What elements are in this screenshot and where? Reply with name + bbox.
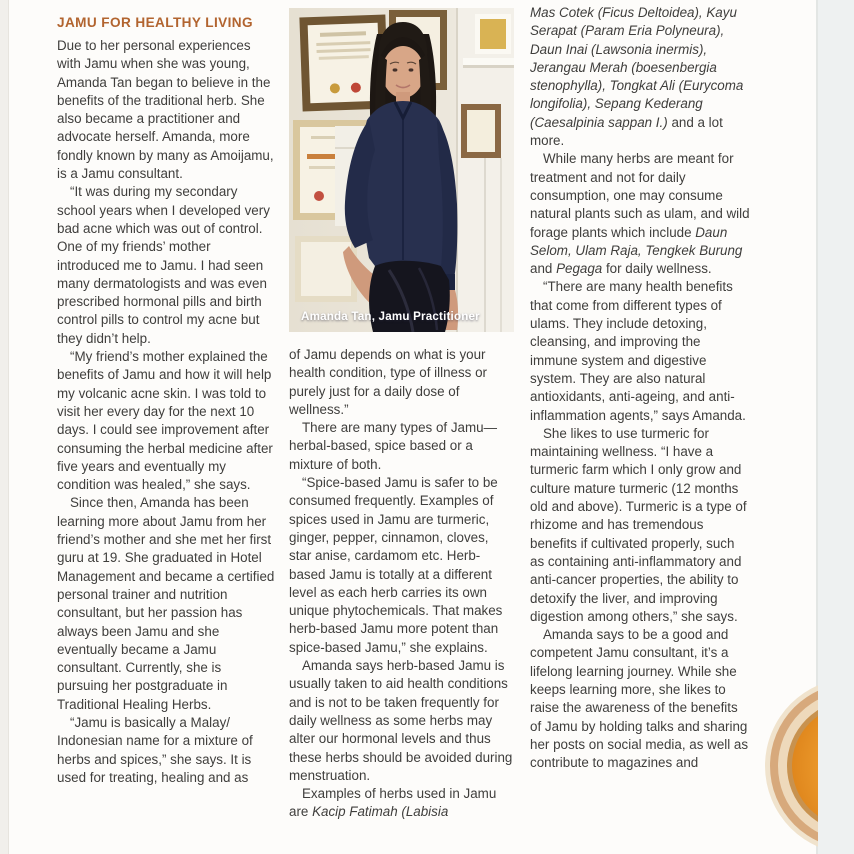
text-run: and — [530, 261, 557, 277]
page-left-margin — [0, 0, 9, 854]
text-run: There are many types of Jamu—herbal-based, spice based or a mixture of both. — [289, 420, 497, 472]
paragraph — [530, 626, 751, 772]
text-run: Amanda says to be a good and competent Jamu consultant, it’s a lifelong learning journey. While she keeps learning more, she likes to raise the awareness of the benefits of Jamu by holding talks and sharing her posts on social media, as well as contribute to magazines and — [530, 627, 749, 771]
turmeric-bowl-graphic — [760, 678, 818, 854]
text-run: Due to her personal experiences with Jamu when she was young, Amanda Tan began to believe in the benefits of the traditional herb. She also became a practitioner and advocate herself. Amanda, more fondly known by many as Amoijamu, is a Jamu consultant. — [57, 38, 274, 182]
column-left — [57, 10, 276, 787]
column-right — [530, 4, 751, 772]
portrait-photo-graphic — [289, 8, 514, 332]
italic-text-run: Pegaga — [556, 261, 603, 277]
article-paper — [9, 0, 818, 854]
italic-text-run: Daun Selom, Ulam Raja, Tengkek Burung — [530, 224, 743, 258]
paragraph — [289, 346, 514, 419]
paragraph — [57, 714, 276, 787]
paragraph — [57, 37, 276, 183]
paragraph — [530, 425, 751, 626]
column-middle-text — [289, 346, 514, 822]
paragraph — [289, 785, 514, 822]
text-run: “There are many health benefits that come from different types of ulams. They include detoxing, cleansing, and improving the immune system and digestive system. They are also natural antioxidants, anti-ageing, and anti-inflammation agents,” says Amanda. — [530, 279, 746, 423]
text-run: “Jamu is basically a Malay/ Indonesian name for a mixture of herbs and spices,” she says. It is used for treating, healing and as — [57, 714, 253, 785]
paragraph — [57, 348, 276, 494]
text-run: “My friend’s mother explained the benefits of Jamu and how it will help my volcanic acne skin. I was told to visit her every day for the next 10 days. I could see improvement after consuming the herbal medicine after five years and eventually my condition was healed,” she says. — [57, 349, 273, 493]
paragraph — [289, 657, 514, 785]
paragraph — [530, 4, 751, 150]
paragraph — [530, 150, 751, 278]
text-run: She likes to use turmeric for maintaining wellness. “I have a turmeric farm which I only grow and culture mature turmeric (12 months old and above). Turmeric is a type of rhizome and has tremendous benefits if cultivated properly, such as containing anti-inflammatory and anti-cancer properties, the ability to detoxify the liver, and improving digestion among others,” she says. — [530, 425, 747, 624]
text-run: “Spice-based Jamu is safer to be consumed frequently. Examples of spices used in Jamu are turmeric, ginger, pepper, cinnamon, cloves, star anise, cardamom etc. Herb-based Jamu is totally at a different level as each herb carries its own unique phytochemicals. That makes herb-based Jamu more potent than spice-based Jamu,” she explains. — [289, 475, 503, 655]
text-run: Amanda says herb-based Jamu is usually taken to aid health conditions and is not to be taken frequently for daily wellness as some herbs may alter our hormonal levels and thus these herbs should be avoided during menstruation. — [289, 658, 513, 783]
portrait-photo — [289, 8, 514, 332]
text-run: While many herbs are meant for treatment and not for daily consumption, one may consume natural plants such as ulam, and wild forage plants which include — [530, 151, 750, 240]
column-left-text — [57, 37, 276, 787]
text-run: of Jamu depends on what is your health condition, type of illness or purely just for a daily dose of wellness.” — [289, 347, 488, 417]
article-heading: JAMU FOR HEALTHY LIVING — [57, 15, 253, 30]
paragraph — [57, 183, 276, 348]
text-run: “It was during my secondary school years when I developed very bad acne which was out of control. One of my friends’ mother introduced me to Jamu. I had seen many dermatologists and was even prescribed hormonal pills and birth control pills to control my acne but they didn’t help. — [57, 184, 270, 346]
italic-text-run: Mas Cotek (Ficus Deltoidea), Kayu Serapat (Param Eria Polyneura), Daun Inai (Lawsonia inermis), Jerangau Merah (boesenbergia stenophylla), Tongkat Ali (Eurycoma longifolia), Sepang Kederang (Caesalpinia sappan I.) — [530, 5, 744, 130]
text-run: Examples of herbs used in Jamu are — [289, 786, 497, 820]
text-run: and a lot more. — [530, 114, 723, 149]
paragraph — [289, 474, 514, 657]
text-run: Since then, Amanda has been learning more about Jamu from her friend’s mother and she met her first guru at 19. She graduated in Hotel Management and became a certified personal trainer and nutrition consultant, but her passion has always been Jamu and she eventually became a Jamu consultant. Currently, she is pursuing her postgraduate in Traditional Healing Herbs. — [57, 495, 275, 712]
photo-caption: Amanda Tan, Jamu Practitioner — [301, 310, 480, 323]
paragraph — [530, 278, 751, 424]
paragraph — [289, 419, 514, 474]
italic-text-run: Kacip Fatimah (Labisia — [312, 804, 449, 820]
text-run: for daily wellness. — [602, 261, 712, 277]
column-right-text — [530, 4, 751, 772]
paragraph — [57, 494, 276, 714]
bowl-icon — [760, 678, 818, 854]
column-middle — [289, 8, 514, 822]
